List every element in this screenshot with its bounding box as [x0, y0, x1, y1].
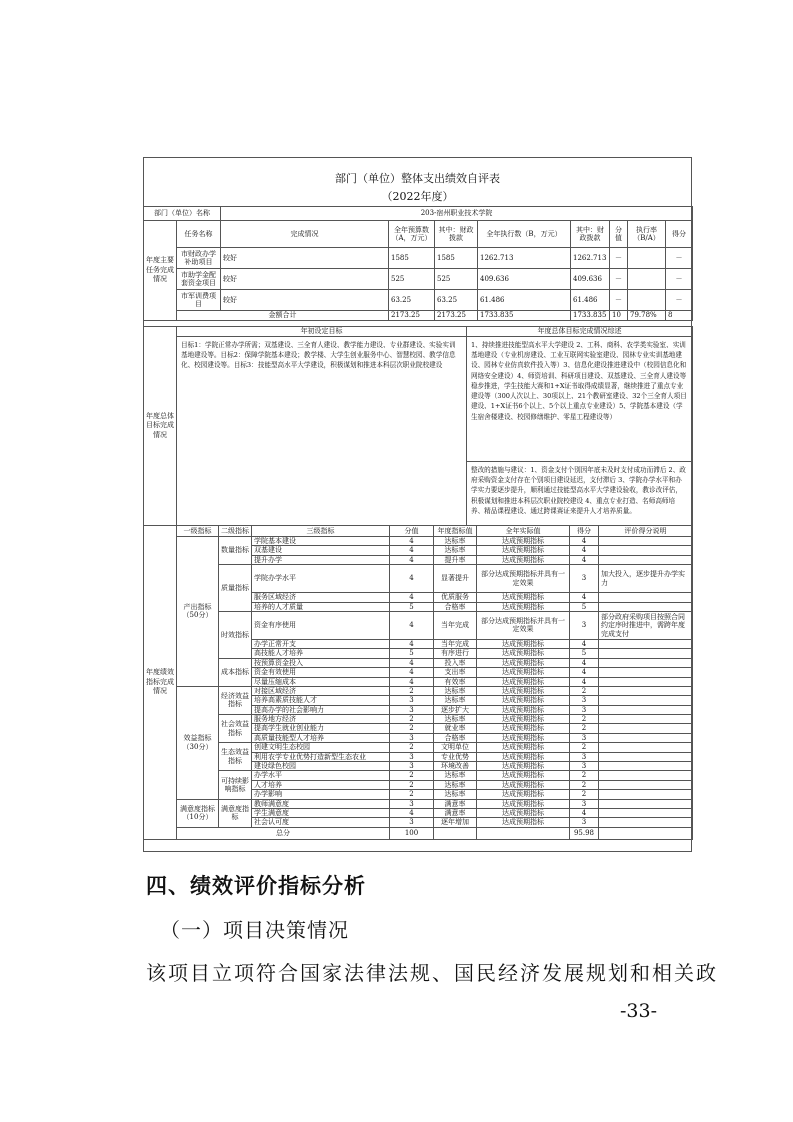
- indicator-total-blank: [477, 827, 570, 839]
- task-points: －: [666, 290, 693, 311]
- indicator-points: 4: [570, 537, 599, 546]
- indicator-level3: 教师满意度: [252, 799, 390, 808]
- task-score: －: [610, 248, 628, 269]
- indicator-note: [599, 715, 693, 724]
- section-heading: 四、绩效评价指标分析: [146, 874, 366, 898]
- indicator-score: 4: [390, 658, 434, 667]
- indicator-score: 4: [390, 677, 434, 686]
- indicator-target: 逐年增加: [434, 818, 477, 827]
- goals-planned-text: 目标1：学院正常办学所需；双基建设、三全育人建设、教学能力建设、专业群建设、实验实训基地建设等。目标2：保障学院基本建设；教学楼、大学生创业服务中心、智慧校园、教学信息化、校园建设等。目标3：技能型高水平大学建设，积极谋划和推进本科层次职业院校建设: [177, 337, 467, 526]
- indicator-level2: 数量指标: [219, 537, 252, 565]
- indicator-level3: 办学水平: [252, 771, 390, 780]
- header-task-name: 任务名称: [177, 221, 221, 248]
- goals-side-label: 年度总体目标完成情况: [144, 327, 177, 526]
- indicator-score: 4: [390, 808, 434, 817]
- indicator-actual: 达成预期指标: [477, 696, 570, 705]
- task-table: [143, 206, 693, 321]
- indicator-note: [599, 743, 693, 752]
- indicator-actual: 达成预期指标: [477, 649, 570, 658]
- indicator-level3: 办学正常开支: [252, 639, 390, 648]
- task-rate: [628, 290, 666, 311]
- indicator-note: [599, 593, 693, 602]
- indicator-points: 3: [570, 762, 599, 771]
- task-exec-fiscal: 61.486: [571, 290, 610, 311]
- indicator-actual: 达成预期指标: [477, 593, 570, 602]
- indicator-note: [599, 705, 693, 714]
- task-budget: 525: [389, 269, 435, 290]
- indicator-points: 4: [570, 668, 599, 677]
- indicator-level2: 成本指标: [219, 658, 252, 686]
- indicator-score: 3: [390, 799, 434, 808]
- indicator-score: 3: [390, 705, 434, 714]
- indicator-target: 显著提升: [434, 565, 477, 593]
- task-exec: 409.636: [478, 269, 571, 290]
- indicator-target: 达标率: [434, 771, 477, 780]
- indicator-target: 文明单位: [434, 743, 477, 752]
- indicator-note: [599, 771, 693, 780]
- indicator-actual: 达成预期指标: [477, 818, 570, 827]
- header-score: 分值: [610, 221, 628, 248]
- indicator-total-blank: [599, 827, 693, 839]
- indicator-note: [599, 724, 693, 733]
- indicator-score: 4: [390, 593, 434, 602]
- indicator-note: [599, 762, 693, 771]
- task-budget-fiscal: 63.25: [435, 290, 478, 311]
- indicator-score: 4: [390, 565, 434, 593]
- indicator-actual: 达成预期指标: [477, 771, 570, 780]
- table-row: [144, 771, 693, 780]
- indicator-points: 3: [570, 611, 599, 639]
- task-completion: 较好: [221, 248, 389, 269]
- indicator-points: 3: [570, 565, 599, 593]
- task-rate: [628, 248, 666, 269]
- task-score: －: [610, 290, 628, 311]
- indicator-note: [599, 677, 693, 686]
- total-label: 金额合计: [177, 311, 389, 321]
- indicator-target: 当年完成: [434, 639, 477, 648]
- indicator-note: [599, 639, 693, 648]
- task-budget: 63.25: [389, 290, 435, 311]
- indicator-score: 5: [390, 602, 434, 611]
- indicator-target: 达标率: [434, 790, 477, 799]
- task-exec-fiscal: 409.636: [571, 269, 610, 290]
- header-l2: 二级指标: [219, 526, 252, 537]
- indicator-score: 4: [390, 611, 434, 639]
- indicator-level1: 满意度指标（10分）: [177, 799, 219, 827]
- indicator-score: 2: [390, 743, 434, 752]
- indicator-points: 3: [570, 818, 599, 827]
- indicator-score: 4: [390, 546, 434, 555]
- indicator-level2: 社会效益指标: [219, 715, 252, 743]
- indicator-note: [599, 537, 693, 546]
- indicator-note: [599, 733, 693, 742]
- body-paragraph: 该项目立项符合国家法律法规、国民经济发展规划和相关政: [146, 961, 718, 985]
- indicator-level3: 社会认可度: [252, 818, 390, 827]
- total-rate: 79.78%: [628, 311, 666, 321]
- indicator-note: [599, 696, 693, 705]
- indicator-points: 3: [570, 752, 599, 761]
- indicators-side-label: 年度绩效指标完成情况: [144, 526, 177, 840]
- indicator-level2: 可持续影响指标: [219, 771, 252, 799]
- indicator-target: 有效率: [434, 677, 477, 686]
- indicator-actual: 达成预期指标: [477, 780, 570, 789]
- subsection-heading: （一）项目决策情况: [160, 918, 349, 942]
- header-budget-fiscal: 其中：财政拨款: [435, 221, 478, 248]
- indicator-level3: 学院基本建设: [252, 537, 390, 546]
- header-points: 得分: [666, 221, 693, 248]
- total-exec-fiscal: 1733.835: [571, 311, 610, 321]
- indicator-level3: 提高办学的社会影响力: [252, 705, 390, 714]
- indicator-points: 5: [570, 602, 599, 611]
- indicator-points: 2: [570, 686, 599, 695]
- indicator-note: 加大投入，逐步提升办学实力: [599, 565, 693, 593]
- goal-table: [143, 326, 693, 526]
- indicator-target: 就业率: [434, 724, 477, 733]
- indicator-target: 支出率: [434, 668, 477, 677]
- indicator-actual: 达成预期指标: [477, 762, 570, 771]
- header-score: 分值: [390, 526, 434, 537]
- table-row: [144, 799, 693, 808]
- indicator-target: 投入率: [434, 658, 477, 667]
- indicator-header-row: [144, 526, 693, 537]
- indicator-actual: 达成预期指标: [477, 790, 570, 799]
- indicator-actual: 达成预期指标: [477, 743, 570, 752]
- indicator-target: 达标率: [434, 715, 477, 724]
- indicator-level3: 学生满意度: [252, 808, 390, 817]
- indicator-total-blank: [434, 827, 477, 839]
- indicator-score: 2: [390, 724, 434, 733]
- table-year: （2022年度）: [381, 190, 454, 203]
- indicator-score: 4: [390, 537, 434, 546]
- indicator-note: [599, 752, 693, 761]
- indicator-actual: 达成预期指标: [477, 602, 570, 611]
- header-completion: 完成情况: [221, 221, 389, 248]
- indicator-points: 2: [570, 724, 599, 733]
- header-l3: 三级指标: [252, 526, 390, 537]
- indicator-level3: 服务区域经济: [252, 593, 390, 602]
- indicator-actual: 达成预期指标: [477, 724, 570, 733]
- indicator-actual: 达成预期指标: [477, 639, 570, 648]
- task-exec: 1262.713: [478, 248, 571, 269]
- indicator-level3: 培养的人才质量: [252, 602, 390, 611]
- indicator-target: 优质服务: [434, 593, 477, 602]
- indicator-score: 5: [390, 649, 434, 658]
- indicator-points: 4: [570, 658, 599, 667]
- indicator-level2: 满意度指标: [219, 799, 252, 827]
- indicator-note: [599, 780, 693, 789]
- table-title: 部门（单位）整体支出绩效自评表: [335, 172, 500, 185]
- header-budget: 全年预算数（A，万元）: [389, 221, 435, 248]
- indicator-actual: 达成预期指标: [477, 537, 570, 546]
- tasks-side-label: 年度主要任务完成情况: [144, 221, 177, 321]
- indicator-note: [599, 602, 693, 611]
- performance-self-evaluation-table: [143, 157, 692, 852]
- table-row: [144, 715, 693, 724]
- indicator-level3: 提高学生就业创业能力: [252, 724, 390, 733]
- indicator-level3: 高技能人才培养: [252, 649, 390, 658]
- indicator-points: 2: [570, 715, 599, 724]
- indicator-level3: 双基建设: [252, 546, 390, 555]
- goals-improvement-text: 整改的措施与建议：1、资金支付个别因年底未及时支付成功而滞后 2、政府采购资金支付存在个别项目建设延迟，支付滞后 3、学院办学水平和办学实力要逐步提升，顺利通过技能型高水平大学建设验收，教诊改评估，积极谋划和推进本科层次职业院校建设 4、重点专业打造、名师高师培养、精品课程建设、通过跨课赛证来提升人才培养质量。: [467, 462, 693, 526]
- total-row: [144, 311, 693, 321]
- indicator-score: 4: [390, 639, 434, 648]
- indicator-target: 达标率: [434, 686, 477, 695]
- indicator-actual: 达成预期指标: [477, 705, 570, 714]
- indicator-target: 合格率: [434, 602, 477, 611]
- task-points: －: [666, 269, 693, 290]
- indicator-note: [599, 546, 693, 555]
- task-budget-fiscal: 525: [435, 269, 478, 290]
- indicator-level3: 创建文明生态校园: [252, 743, 390, 752]
- indicator-points: 2: [570, 743, 599, 752]
- indicator-level3: 资金有效使用: [252, 668, 390, 677]
- indicator-level2: 时效指标: [219, 611, 252, 658]
- indicator-score: 4: [390, 668, 434, 677]
- indicator-target: 专业优势: [434, 752, 477, 761]
- indicator-actual: 达成预期指标: [477, 686, 570, 695]
- unit-name: 203-宿州职业技术学院: [221, 207, 693, 221]
- indicator-actual: 达成预期指标: [477, 715, 570, 724]
- task-points: －: [666, 248, 693, 269]
- task-score: －: [610, 269, 628, 290]
- table-row: [144, 290, 693, 311]
- indicator-target: 提升率: [434, 555, 477, 564]
- indicator-target: 达标率: [434, 546, 477, 555]
- task-budget-fiscal: 1585: [435, 248, 478, 269]
- indicator-total-points: 95.98: [570, 827, 599, 839]
- indicator-note: [599, 649, 693, 658]
- indicator-points: 4: [570, 808, 599, 817]
- goals-actual-text: 1、持续推进技能型高水平大学建设 2、工科、商科、农学类实验室、实训基地建设（专业机房建设、工业互联网实验室建设、园林专业实训基地建设、园林专业仿真软件投入等）3、信息化建设推进建设中（校园信息化和网络安全建设）4、师资培训、科研项目建设、双基建设、三全育人建设等稳步推进，学生技能大赛和1+X证书取得成绩显著，继续推进了重点专业建设等（300人次以上、30项以上、21个教研室建设、32个三全育人项目建设、1+X证书6个以上、5个以上重点专业建设）5、学院基本建设（学生宿舍楼建设、校园修缮维护、零星工程建设等）: [467, 337, 693, 462]
- indicator-target: 当年完成: [434, 611, 477, 639]
- task-rate: [628, 269, 666, 290]
- task-name: 市财政办学补助项目: [177, 248, 221, 269]
- indicator-score: 4: [390, 555, 434, 564]
- header-points: 得分: [570, 526, 599, 537]
- indicator-score: 2: [390, 780, 434, 789]
- indicator-level2: 经济效益指标: [219, 686, 252, 714]
- indicator-actual: 达成预期指标: [477, 677, 570, 686]
- indicator-note: [599, 658, 693, 667]
- indicator-level3: 学院办学水平: [252, 565, 390, 593]
- table-row: [144, 565, 693, 593]
- page-number: -33-: [620, 1000, 658, 1022]
- indicator-actual: 达成预期指标: [477, 752, 570, 761]
- indicator-actual: 部分达成预期指标并具有一定效果: [477, 565, 570, 593]
- indicator-points: 3: [570, 799, 599, 808]
- header-exec-fiscal: 其中：财政拨款: [571, 221, 610, 248]
- indicator-score: 3: [390, 752, 434, 761]
- indicator-score: 3: [390, 818, 434, 827]
- indicator-level3: 尽量压缩成本: [252, 677, 390, 686]
- indicator-target: 合格率: [434, 733, 477, 742]
- total-budget: 2173.25: [389, 311, 435, 321]
- table-row: [144, 269, 693, 290]
- indicator-score: 2: [390, 771, 434, 780]
- indicator-level3: 高质量技能型人才培养: [252, 733, 390, 742]
- indicator-target: 环境改善: [434, 762, 477, 771]
- indicator-score: 3: [390, 733, 434, 742]
- header-rate: 执行率（B/A）: [628, 221, 666, 248]
- indicator-target: 达标率: [434, 537, 477, 546]
- indicator-actual: 达成预期指标: [477, 555, 570, 564]
- indicator-note: 部分政府采购项目按照合同约定序时推进中，需跨年度完成支付: [599, 611, 693, 639]
- indicator-score: 2: [390, 715, 434, 724]
- task-budget: 1585: [389, 248, 435, 269]
- indicator-total-score: 100: [390, 827, 434, 839]
- indicator-points: 3: [570, 696, 599, 705]
- indicator-note: [599, 555, 693, 564]
- table-row: [144, 743, 693, 752]
- indicator-score: 2: [390, 790, 434, 799]
- indicator-total-label: 总分: [177, 827, 390, 839]
- indicator-total-row: [144, 827, 693, 839]
- indicator-points: 4: [570, 677, 599, 686]
- indicator-level3: 资金有序使用: [252, 611, 390, 639]
- header-target: 年度指标值: [434, 526, 477, 537]
- indicator-level3: 提升办学: [252, 555, 390, 564]
- goals-planned-header: 年初设定目标: [177, 327, 467, 337]
- total-points: 8: [666, 311, 693, 321]
- indicator-level3: 培养高素质技能人才: [252, 696, 390, 705]
- table-row: [144, 537, 693, 546]
- indicator-actual: 达成预期指标: [477, 808, 570, 817]
- indicator-target: 满意率: [434, 799, 477, 808]
- indicator-points: 4: [570, 546, 599, 555]
- task-name: 市助学金配套资金项目: [177, 269, 221, 290]
- indicator-level1: 效益指标（30分）: [177, 686, 219, 799]
- indicator-points: 3: [570, 733, 599, 742]
- indicator-points: 2: [570, 780, 599, 789]
- indicator-target: 达标率: [434, 696, 477, 705]
- indicator-note: [599, 799, 693, 808]
- table-row: [144, 658, 693, 667]
- task-exec-fiscal: 1262.713: [571, 248, 610, 269]
- task-exec: 61.486: [478, 290, 571, 311]
- task-name: 市军训费项目: [177, 290, 221, 311]
- indicator-actual: 达成预期指标: [477, 668, 570, 677]
- indicator-note: [599, 668, 693, 677]
- indicator-note: [599, 808, 693, 817]
- indicator-points: 4: [570, 593, 599, 602]
- task-completion: 较好: [221, 290, 389, 311]
- indicator-target: 逐步扩大: [434, 705, 477, 714]
- indicator-level3: 人才培养: [252, 780, 390, 789]
- indicator-note: [599, 818, 693, 827]
- indicator-points: 3: [570, 705, 599, 714]
- total-score: 10: [610, 311, 628, 321]
- indicator-note: [599, 790, 693, 799]
- indicator-target: 达标率: [434, 780, 477, 789]
- total-budget-fiscal: 2173.25: [435, 311, 478, 321]
- indicator-actual: 达成预期指标: [477, 658, 570, 667]
- indicator-score: 3: [390, 762, 434, 771]
- indicator-points: 5: [570, 649, 599, 658]
- table-row: [144, 611, 693, 639]
- indicator-points: 2: [570, 790, 599, 799]
- indicator-actual: 达成预期指标: [477, 799, 570, 808]
- indicator-actual: 达成预期指标: [477, 546, 570, 555]
- indicator-table: [143, 525, 693, 840]
- indicator-level3: 办学影响: [252, 790, 390, 799]
- indicator-level2: 生态效益指标: [219, 743, 252, 771]
- indicator-level3: 对接区域经济: [252, 686, 390, 695]
- indicator-points: 2: [570, 771, 599, 780]
- indicator-level3: 按预算资金投入: [252, 658, 390, 667]
- indicator-level2: 质量指标: [219, 565, 252, 612]
- table-row: [144, 686, 693, 695]
- unit-label: 部门（单位）名称: [144, 207, 221, 221]
- indicator-note: [599, 686, 693, 695]
- indicator-level3: 服务地方经济: [252, 715, 390, 724]
- indicator-points: 4: [570, 639, 599, 648]
- total-exec: 1733.835: [478, 311, 571, 321]
- indicator-score: 2: [390, 686, 434, 695]
- indicator-target: 有序进行: [434, 649, 477, 658]
- indicator-target: 满意率: [434, 808, 477, 817]
- indicator-level1: 产出指标（50分）: [177, 537, 219, 687]
- task-completion: 较好: [221, 269, 389, 290]
- indicator-actual: 部分达成预期指标并具有一定效果: [477, 611, 570, 639]
- indicator-points: 4: [570, 555, 599, 564]
- header-exec: 全年执行数（B，万元）: [478, 221, 571, 248]
- table-row: [144, 248, 693, 269]
- header-l1: 一级指标: [177, 526, 219, 537]
- indicator-level3: 利用农学专业优势打造新型生态农业: [252, 752, 390, 761]
- indicator-actual: 达成预期指标: [477, 733, 570, 742]
- header-actual: 全年实际值: [477, 526, 570, 537]
- indicator-score: 3: [390, 696, 434, 705]
- indicator-level3: 建设绿色校园: [252, 762, 390, 771]
- goals-actual-header: 年度总体目标完成情况综述: [467, 327, 693, 337]
- header-note: 评价得分说明: [599, 526, 693, 537]
- table-title-block: [144, 158, 691, 207]
